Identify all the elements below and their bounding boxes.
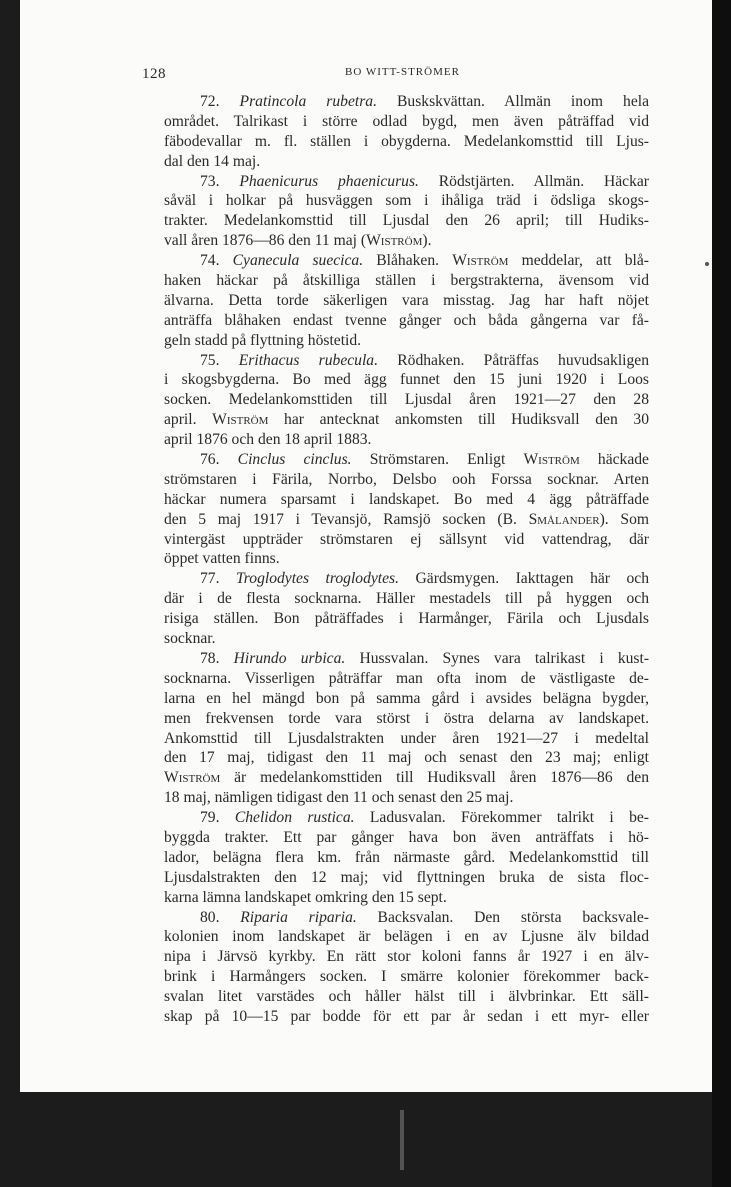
species-name: Chelidon rustica. bbox=[234, 809, 355, 827]
species-name: Phaenicurus phaenicurus. bbox=[239, 172, 419, 190]
text-line bbox=[164, 629, 649, 649]
text-run: den 5 maj 1917 i Tevansjö, Ramsjö socken (B. bbox=[164, 510, 529, 528]
text-run: trakter. Medelankomsttid till Ljusdal den 26 april; till Hudiks- bbox=[164, 212, 649, 230]
author-name: Wiström bbox=[366, 232, 423, 250]
text-run: 79. bbox=[200, 809, 235, 827]
running-head: BO WITT-STRÖMER bbox=[345, 66, 460, 78]
text-line bbox=[164, 152, 649, 172]
page-number: 128 bbox=[142, 66, 166, 82]
author-name: Smålander bbox=[528, 510, 600, 528]
text-line bbox=[164, 788, 649, 808]
text-run: 74. bbox=[200, 252, 233, 270]
text-run: har antecknat ankomsten till Hudiksvall den 30 bbox=[268, 411, 649, 429]
text-run: socknarna. Visserligen påträffar man ofta inom de västligaste de- bbox=[164, 669, 649, 687]
text-run: larna en hel mängd bon på samma gård i avsides belägna bygder, bbox=[164, 689, 649, 707]
text-line bbox=[164, 868, 649, 888]
text-run: Blåhaken. bbox=[363, 252, 453, 270]
text-run: april 1876 och den 18 april 1883. bbox=[164, 431, 372, 449]
text-run: skap på 10—15 par bodde för ett par år sedan i ett myr- eller bbox=[164, 1007, 649, 1025]
text-line bbox=[164, 848, 649, 868]
text-line bbox=[164, 768, 649, 788]
text-run: 78. bbox=[200, 649, 234, 667]
text-run: Rödhaken. Påträffas huvudsakligen bbox=[378, 351, 650, 369]
author-name: Wiström bbox=[164, 769, 221, 787]
text-run: 77. bbox=[200, 570, 236, 588]
text-run: geln stadd på flyttning höstetid. bbox=[164, 331, 362, 349]
text-line bbox=[164, 808, 649, 828]
binding-mark bbox=[400, 1110, 404, 1170]
text-run: älvarna. Detta torde säkerligen vara misstag. Jag har haft nöjet bbox=[164, 291, 649, 309]
text-run: dal den 14 maj. bbox=[164, 152, 261, 170]
text-run: Strömstaren. Enligt bbox=[351, 451, 524, 469]
text-line bbox=[164, 689, 649, 709]
scan-edge bbox=[712, 0, 731, 1187]
text-line bbox=[164, 112, 649, 132]
text-line bbox=[164, 271, 649, 291]
text-line bbox=[164, 490, 649, 510]
text-line bbox=[164, 450, 649, 470]
text-run: kolonien inom landskapet är belägen i en av Ljusne älv bildad bbox=[164, 928, 649, 946]
text-line bbox=[164, 947, 649, 967]
text-line bbox=[164, 92, 649, 112]
author-name: Wiström bbox=[452, 252, 509, 270]
text-run: den 17 maj, tidigast den 11 maj och senast den 23 maj; enligt bbox=[164, 749, 649, 767]
text-line bbox=[164, 888, 649, 908]
ink-speck bbox=[705, 262, 709, 266]
species-name: Cinclus cinclus. bbox=[237, 451, 352, 469]
text-run: meddelar, att blå- bbox=[508, 252, 649, 270]
text-run: haken häckar på åtskilliga ställen i bergstrakterna, ävensom vid bbox=[164, 272, 649, 290]
text-run: ). bbox=[422, 232, 432, 250]
species-name: Riparia riparia. bbox=[240, 908, 357, 926]
text-line bbox=[164, 748, 649, 768]
text-line bbox=[164, 908, 649, 928]
text-run: såväl i holkar på husväggen som i ihåliga träd i ödsliga skogs- bbox=[164, 192, 649, 210]
text-line bbox=[164, 649, 649, 669]
text-run: i skogsbygderna. Bo med ägg funnet den 15 juni 1920 i Loos bbox=[164, 371, 649, 389]
text-line bbox=[164, 1007, 649, 1027]
text-line bbox=[164, 410, 649, 430]
text-run: häckade bbox=[579, 451, 649, 469]
text-run: 75. bbox=[200, 351, 239, 369]
text-line bbox=[164, 609, 649, 629]
text-run: vall åren 1876—86 den 11 maj ( bbox=[164, 232, 367, 250]
text-line bbox=[164, 291, 649, 311]
text-run: lador, belägna flera km. från närmaste gård. Medelankomsttid till bbox=[164, 848, 649, 866]
text-run: Backsvalan. Den största backsvale- bbox=[356, 908, 650, 926]
text-line bbox=[164, 172, 649, 192]
text-line bbox=[164, 370, 649, 390]
text-line bbox=[164, 351, 649, 371]
text-line bbox=[164, 967, 649, 987]
text-run: svalan litet varstädes och håller hälst till i älvbrinkar. Ett säll- bbox=[164, 988, 649, 1006]
text-run: Ljusdalstrakten den 12 maj; vid flyttningen bruka de sista floc- bbox=[164, 868, 649, 886]
text-line bbox=[164, 729, 649, 749]
text-line bbox=[164, 549, 649, 569]
text-run: Ladusvalan. Förekommer talrikt i be- bbox=[354, 809, 649, 827]
text-line bbox=[164, 211, 649, 231]
body-text bbox=[164, 92, 649, 1027]
species-name: Cyanecula suecica. bbox=[232, 252, 364, 270]
text-run: risiga ställen. Bon påträffades i Harmånger, Färila och Ljusdals bbox=[164, 610, 649, 628]
text-run: Ankomsttid till Ljusdalstrakten under åren 1921—27 i medeltal bbox=[164, 729, 649, 747]
text-run: är medelankomsttiden till Hudiksvall åren 1876—86 den bbox=[220, 769, 649, 787]
text-line bbox=[164, 569, 649, 589]
text-run: byggda trakter. Ett par gånger hava bon även anträffats i hö- bbox=[164, 828, 649, 846]
text-run: 76. bbox=[200, 451, 238, 469]
text-line bbox=[164, 231, 649, 251]
text-line bbox=[164, 251, 649, 271]
text-run: 73. bbox=[200, 172, 240, 190]
text-run: ). Som bbox=[599, 510, 649, 528]
text-line bbox=[164, 430, 649, 450]
text-run: där i de flesta socknarna. Häller mestadels till på hyggen och bbox=[164, 590, 649, 608]
text-run: öppet vatten finns. bbox=[164, 550, 280, 568]
text-run: socknar. bbox=[164, 630, 216, 648]
text-run: fäbodevallar m. fl. ställen i obygderna. Medelankomsttid till Ljus- bbox=[164, 132, 649, 150]
text-line bbox=[164, 390, 649, 410]
text-run: men frekvensen torde vara störst i östra delarna av landskapet. bbox=[164, 709, 649, 727]
text-run: 72. bbox=[200, 93, 240, 110]
text-line bbox=[164, 530, 649, 550]
text-run: brink i Harmångers socken. I smärre kolonier förekommer back- bbox=[164, 968, 649, 986]
author-name: Wiström bbox=[523, 451, 580, 469]
text-run: nipa i Järvsö kyrkby. En rätt stor koloni fanns år 1927 i en älv- bbox=[164, 948, 649, 966]
text-run: Buskskvättan. Allmän inom hela bbox=[376, 93, 650, 110]
text-run: Gärdsmygen. Iakttagen här och bbox=[399, 570, 649, 588]
species-name: Pratincola rubetra. bbox=[239, 93, 377, 110]
species-name: Erithacus rubecula. bbox=[238, 351, 378, 369]
text-run: april. bbox=[164, 411, 213, 429]
text-run: socken. Medelankomsttiden till Ljusdal åren 1921—27 den 28 bbox=[164, 391, 649, 409]
text-line bbox=[164, 589, 649, 609]
text-run: strömstaren i Färila, Norrbo, Delsbo ooh Forssa socknar. Arten bbox=[164, 470, 649, 488]
text-line bbox=[164, 311, 649, 331]
text-run: 80. bbox=[200, 908, 241, 926]
species-name: Troglodytes troglodytes. bbox=[235, 570, 400, 588]
text-line bbox=[164, 927, 649, 947]
text-run: Hussvalan. Synes vara talrikast i kust- bbox=[345, 649, 650, 667]
text-run: karna lämna landskapet omkring den 15 sept. bbox=[164, 888, 447, 906]
text-run: området. Talrikast i större odlad bygd, men även påträffad vid bbox=[164, 112, 649, 130]
text-run: Rödstjärten. Allmän. Häckar bbox=[418, 172, 649, 190]
text-line bbox=[164, 191, 649, 211]
text-run: anträffa blåhaken endast tvenne gånger och båda gångerna var få- bbox=[164, 311, 649, 329]
text-run: häckar numera sparsamt i landskapet. Bo med 4 ägg påträffade bbox=[164, 490, 649, 508]
species-name: Hirundo urbica. bbox=[233, 649, 346, 667]
text-run: 18 maj, nämligen tidigast den 11 och senast den 25 maj. bbox=[164, 789, 514, 807]
text-line bbox=[164, 510, 649, 530]
text-line bbox=[164, 669, 649, 689]
author-name: Wiström bbox=[212, 411, 269, 429]
text-line bbox=[164, 828, 649, 848]
text-line bbox=[164, 470, 649, 490]
text-line bbox=[164, 331, 649, 351]
text-line bbox=[164, 132, 649, 152]
text-run: vintergäst uppträder strömstaren ej sällsynt vid vattendrag, där bbox=[164, 530, 649, 548]
text-line bbox=[164, 987, 649, 1007]
text-line bbox=[164, 709, 649, 729]
